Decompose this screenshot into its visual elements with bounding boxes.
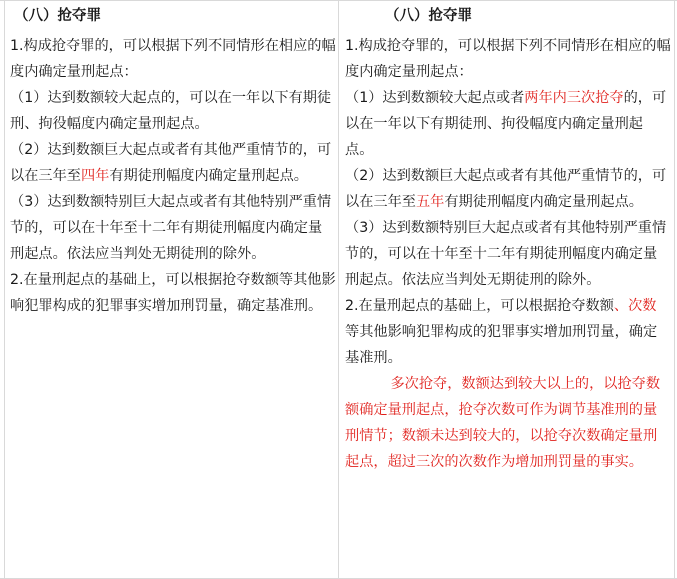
right-paragraph-5-text: 2.在量刑起点的基础上，可以根据抢夺数额 <box>345 298 614 314</box>
right-paragraph-2-text: （1）达到数额较大起点或者 <box>345 90 525 106</box>
right-column <box>345 0 671 475</box>
left-paragraph-2: （1）达到数额较大起点的，可以在一年以下有期徒刑、拘役幅度内确定量刑起点。 <box>10 90 332 132</box>
table-border-left <box>4 0 5 579</box>
table-border-right <box>674 0 675 579</box>
right-paragraph-1: 1.构成抢夺罪的，可以根据下列不同情形在相应的幅度内确定量刑起点： <box>345 38 671 80</box>
right-paragraph-3-text: （2）达到数额巨大起点或者有其他严重情节的，可以在三年至 <box>345 168 667 210</box>
left-column <box>10 0 336 319</box>
right-highlight-three-thefts: 两年内三次抢夺 <box>524 90 624 106</box>
left-paragraph-4: （3）达到数额特别巨大起点或者有其他特别严重情节的，可以在十年至十二年有期徒刑幅度内确定量刑起点。依法应当判处无期徒刑的除外。 <box>10 194 332 262</box>
right-paragraph-6-added: 多次抢夺，数额达到较大以上的，以抢夺数额确定量刑起点，抢夺次数可作为调节基准刑的量刑情节；数额未达到较大的，以抢夺次数确定量刑起点，超过三次的次数作为增加刑罚量的事实。 <box>345 376 661 470</box>
right-paragraph-3 <box>345 163 671 215</box>
left-paragraph-5: 2.在量刑起点的基础上，可以根据抢夺数额等其他影响犯罪构成的犯罪事实增加刑罚量，确定基准刑。 <box>10 272 336 314</box>
right-paragraph-2-text-end: 的，可以在一年以下有期徒刑、拘役幅度内确定量刑起点。 <box>345 90 667 158</box>
right-highlight-five-years: 五年 <box>415 194 445 210</box>
left-highlight-four-years: 四年 <box>80 168 110 184</box>
left-paragraph-3-text: （2）达到数额巨大起点或者有其他严重情节的，可以在三年至 <box>10 142 332 184</box>
right-paragraph-4: （3）达到数额特别巨大起点或者有其他特别严重情节的，可以在十年至十二年有期徒刑幅度内确定量刑起点。依法应当判处无期徒刑的除外。 <box>345 220 667 288</box>
right-paragraph-5b: 等其他影响犯罪构成的犯罪事实增加刑罚量，确定基准刑。 <box>345 324 658 366</box>
left-paragraph-1: 1.构成抢夺罪的，可以根据下列不同情形在相应的幅度内确定量刑起点： <box>10 38 336 80</box>
left-paragraph-3 <box>10 137 336 189</box>
right-highlight-count: 、次数 <box>613 298 657 314</box>
right-title: （八）抢夺罪 <box>385 8 472 24</box>
right-paragraph-5a <box>345 293 671 319</box>
table-column-divider <box>338 0 339 579</box>
right-paragraph-2 <box>345 85 671 163</box>
right-paragraph-3-text-end: 有期徒刑幅度内确定量刑起点。 <box>444 194 643 210</box>
left-paragraph-3-text-end: 有期徒刑幅度内确定量刑起点。 <box>109 168 308 184</box>
left-title: （八）抢夺罪 <box>14 8 101 24</box>
